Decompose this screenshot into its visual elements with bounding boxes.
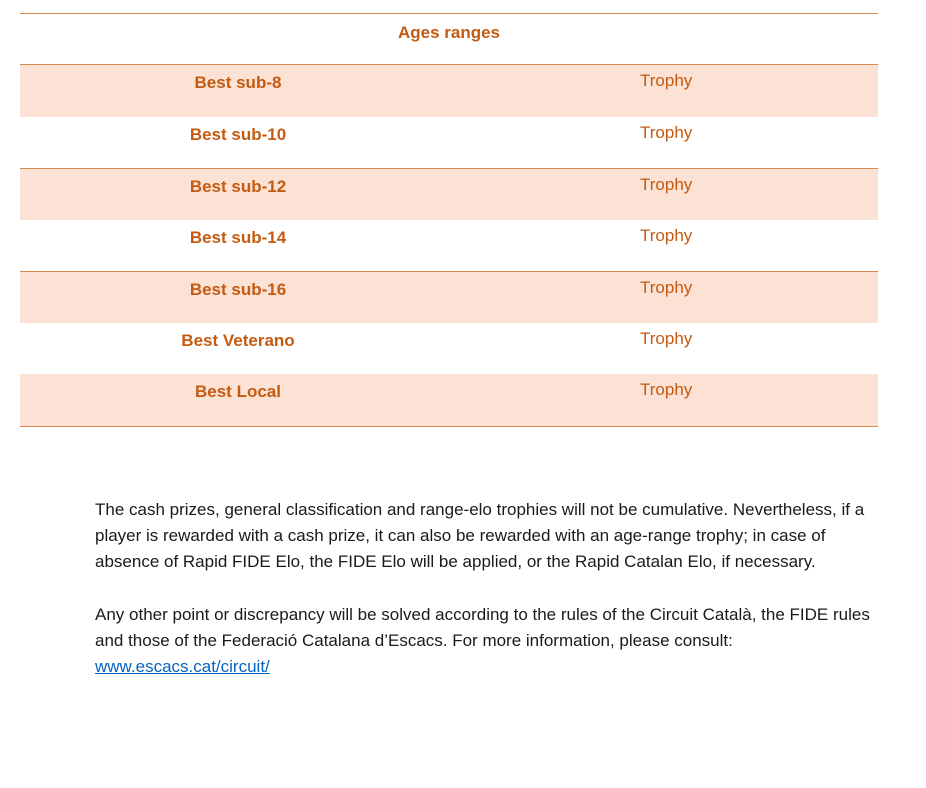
- table-row: [20, 374, 878, 426]
- category-cell: Best sub-10: [189, 124, 287, 144]
- category-cell: Best sub-8: [194, 73, 282, 92]
- category-cell: Best Veterano: [181, 330, 295, 350]
- notes-paragraph-cumulative: The cash prizes, general classification and range-elo trophies will not be cumulative. Nevertheless, if a player is rewarded with a cash prize, it can also be rewarded with an age-range trophy; in case of absence of Rapid FIDE Elo, the FIDE Elo will be applied, or the Rapid Catalan Elo, if necessary.: [95, 500, 865, 571]
- rules-notes: [95, 497, 885, 680]
- category-cell: Best sub-16: [189, 280, 287, 299]
- category-cell: Best sub-12: [189, 177, 287, 196]
- prize-cell: Trophy: [640, 122, 693, 142]
- category-cell: Best Local: [195, 382, 281, 401]
- table-row: [20, 271, 878, 323]
- notes-paragraph-discrepancy-text: Any other point or discrepancy will be solved according to the rules of the Circuit Català, the FIDE rules and those of the Federació Catalana d’Escacs. For more information, please consult:: [95, 605, 870, 650]
- table-header: [20, 14, 878, 65]
- prize-cell: Trophy: [640, 328, 693, 348]
- table-row: [20, 323, 878, 375]
- circuit-link[interactable]: www.escacs.cat/circuit/: [95, 657, 270, 676]
- notes-paragraph-discrepancy: [95, 602, 885, 680]
- age-ranges-table: [20, 13, 878, 427]
- prize-cell: Trophy: [640, 71, 693, 90]
- prize-cell: Trophy: [640, 225, 693, 245]
- table-row: [20, 65, 878, 117]
- table-header-title: Ages ranges: [397, 23, 501, 42]
- table-row: [20, 220, 878, 272]
- prize-cell: Trophy: [640, 380, 693, 399]
- category-cell: Best sub-14: [189, 227, 287, 247]
- table-row: [20, 168, 878, 220]
- prize-cell: Trophy: [640, 278, 693, 297]
- prize-cell: Trophy: [640, 175, 693, 194]
- table-row: [20, 117, 878, 169]
